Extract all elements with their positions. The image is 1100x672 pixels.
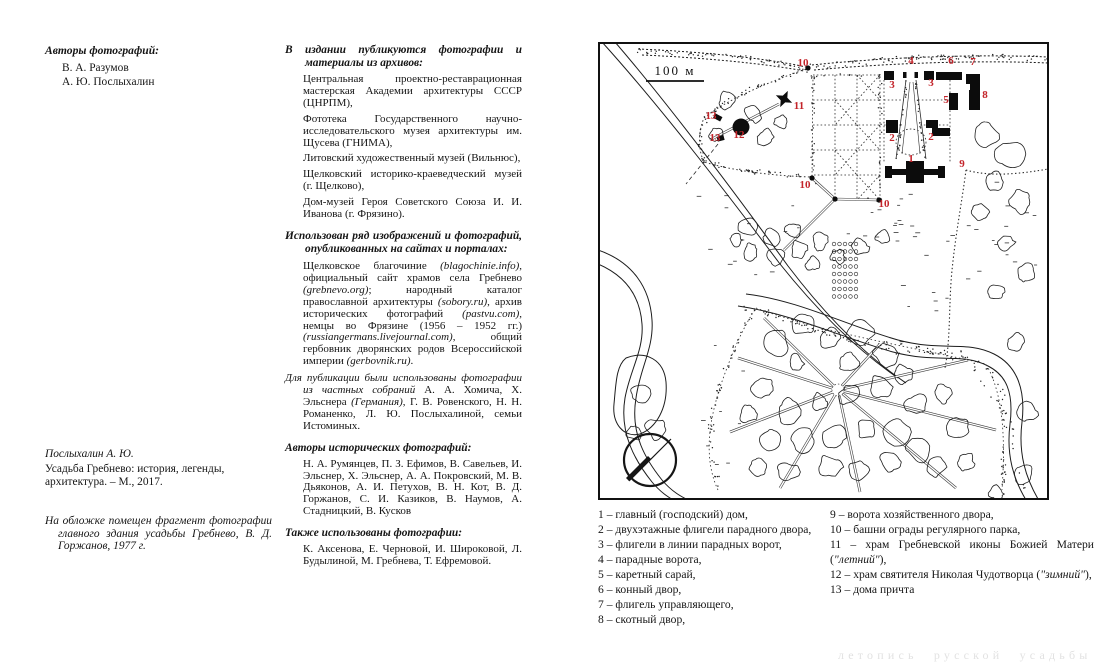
map-label-1: 1	[908, 153, 914, 165]
legend-item: 2 – двухэтажные флигели парадного двора,	[598, 523, 812, 536]
legend-item: 11 – храм Гребневской иконы Божией Матери ("летний"),	[830, 538, 1094, 566]
legend-item: 3 – флигели в линии парадных ворот,	[598, 538, 782, 551]
map-label-10: 10	[878, 198, 890, 210]
cover-note-block	[45, 515, 272, 553]
series-watermark: летопись русской усадьбы	[838, 648, 1092, 662]
legend-item: 9 – ворота хозяйственного двора,	[830, 508, 994, 521]
legend-item: 12 – храм святителя Николая Чудотворца ("зимний"),	[830, 568, 1092, 581]
map-label-10: 10	[799, 179, 811, 191]
also-heading: Также использованы фотографии:	[285, 527, 463, 540]
building-8-cattle-yard	[969, 90, 980, 110]
building-5-carriage-barn	[949, 93, 958, 110]
scale-bar	[646, 63, 704, 81]
map-label-10: 10	[797, 57, 809, 69]
map-label-5: 5	[943, 94, 949, 106]
websites-heading: Использован ряд изображений и фотографий, опубликованных на сайтах и порталах:	[285, 229, 522, 255]
estate-fence	[945, 169, 1048, 368]
compass	[624, 434, 676, 486]
bibliography-block	[45, 448, 271, 488]
building-1-main-house	[885, 161, 945, 183]
archive-item: Дом-музей Героя Советского Союза И. И. Иванова (г. Фрязино).	[303, 196, 522, 221]
legend-column-1	[598, 507, 838, 627]
archives-heading: В издании публикуются фотографии и материалы из архивов:	[285, 44, 522, 69]
map-label-2: 2	[889, 132, 895, 144]
map-label-3: 3	[928, 77, 934, 89]
map-label-2: 2	[928, 131, 934, 143]
river-bank	[746, 294, 1038, 499]
building-11-summer-church	[772, 87, 796, 111]
map-label-7: 7	[970, 56, 976, 68]
archive-item: Литовский художественный музей (Вильнюс),	[303, 152, 521, 165]
top-track	[814, 62, 1048, 70]
sources-column	[285, 44, 522, 568]
buildings-layer	[713, 65, 980, 202]
building-4-gate-pillar	[903, 72, 907, 78]
building-4-gate-pillar	[915, 72, 919, 78]
legend-item: 10 – башни ограды регулярного парка,	[830, 523, 1021, 536]
historic-authors-heading: Авторы исторических фотографий:	[285, 441, 472, 454]
map-label-12: 12	[733, 129, 745, 141]
map-label-9: 9	[959, 158, 965, 170]
map-label-11: 11	[793, 100, 805, 112]
river-island	[614, 355, 666, 434]
legend-item: 4 – парадные ворота,	[598, 553, 702, 566]
map-label-13: 13	[709, 132, 721, 144]
photo-authors-heading: Авторы фотографий:	[45, 44, 160, 57]
estate-plan-svg	[598, 42, 1049, 500]
archives-list	[285, 74, 522, 221]
legend-item: 5 – каретный сарай,	[598, 568, 696, 581]
map-label-6: 6	[948, 55, 954, 67]
legend-item: 6 – конный двор,	[598, 583, 682, 596]
historic-authors: Н. А. Румянцев, П. З. Ефимов, В. Савельев, И. Эльснер, Х. Эльснер, А. А. Покровский, М. В. Дьяконов, А. И. Петухов, В. Н. Кот, В. Д. Горжанов, С. И. Казиков, В. Наумов, А. Стадницкий, В. Кусков	[303, 457, 522, 518]
private-collections-note: Для публикации были использованы фотографии из частных собраний А. А. Хомича, Х. Эльснера (Германия), Г. В. Ровенского, Н. Н. Романенко, Л. Ю. Послыхалиной, семьи Истоминых.	[285, 372, 523, 432]
regular-garden	[812, 75, 880, 200]
scale-label: 100 м	[654, 63, 696, 78]
map-texture-layer	[637, 48, 1048, 489]
legend-item: 13 – дома причта	[830, 583, 915, 596]
cover-note: На обложке помещен фрагмент фотографии главного здания усадьбы Гребнево, В. Д. Горжанов, 1977 г.	[45, 515, 272, 553]
bibliography-author: Послыхалин А. Ю.	[45, 448, 134, 460]
building-6-horse-yard	[936, 72, 962, 80]
legend-column-2	[830, 507, 1094, 597]
websites-paragraph: Щелковское благочиние (blagochinie.info), официальный сайт храмов села Гребнево (grebnevo.org); народный каталог православной архитектуры (sobory.ru), архив исторических фотографий (pastvu.com), немцы во Фрязине (1956 – 1952 гг.) (russiangermans.livejournal.com), общий гербовник дворянских родов Всероссийской империи (gerbovnik.ru).	[303, 259, 522, 368]
archive-item: Центральная проектно-реставрационная мастерская Академии архитектуры СССР (ЦНРПМ),	[303, 73, 522, 109]
map-label-13: 13	[705, 110, 717, 122]
also-names: К. Аксенова, Е. Черновой, И. Широковой, Л. Будылиной, М. Гребнева, Т. Ефремовой.	[303, 543, 522, 568]
building-7-manager-wing	[966, 74, 980, 90]
tower-10	[832, 196, 837, 201]
compass-needle-fill	[626, 456, 651, 481]
photo-author: А. Ю. Послыхалин	[62, 75, 155, 88]
archive-item: Фототека Государственного научно-исследовательского музея архитектуры им. Щусева (ГНИМА),	[303, 112, 522, 149]
photo-authors-list	[62, 62, 271, 89]
estate-plan-map	[598, 42, 1049, 500]
road-line	[602, 42, 898, 378]
legend-item: 7 – флигель управляющего,	[598, 598, 734, 611]
archive-item: Щелковский историко-краеведческий музей (г. Щелково),	[303, 168, 522, 193]
map-label-3: 3	[889, 79, 895, 91]
legend-item: 1 – главный (господский) дом,	[598, 508, 748, 521]
bibliography-title: Усадьба Гребнево: история, легенды, архитектура. – М., 2017.	[45, 463, 225, 488]
map-label-8: 8	[982, 89, 988, 101]
road-line	[615, 42, 906, 383]
photo-author: В. А. Разумов	[62, 62, 129, 74]
photo-authors-block	[45, 44, 271, 89]
map-label-4: 4	[908, 55, 914, 67]
legend-item: 8 – скотный двор,	[598, 613, 686, 626]
top-track	[812, 56, 1048, 65]
